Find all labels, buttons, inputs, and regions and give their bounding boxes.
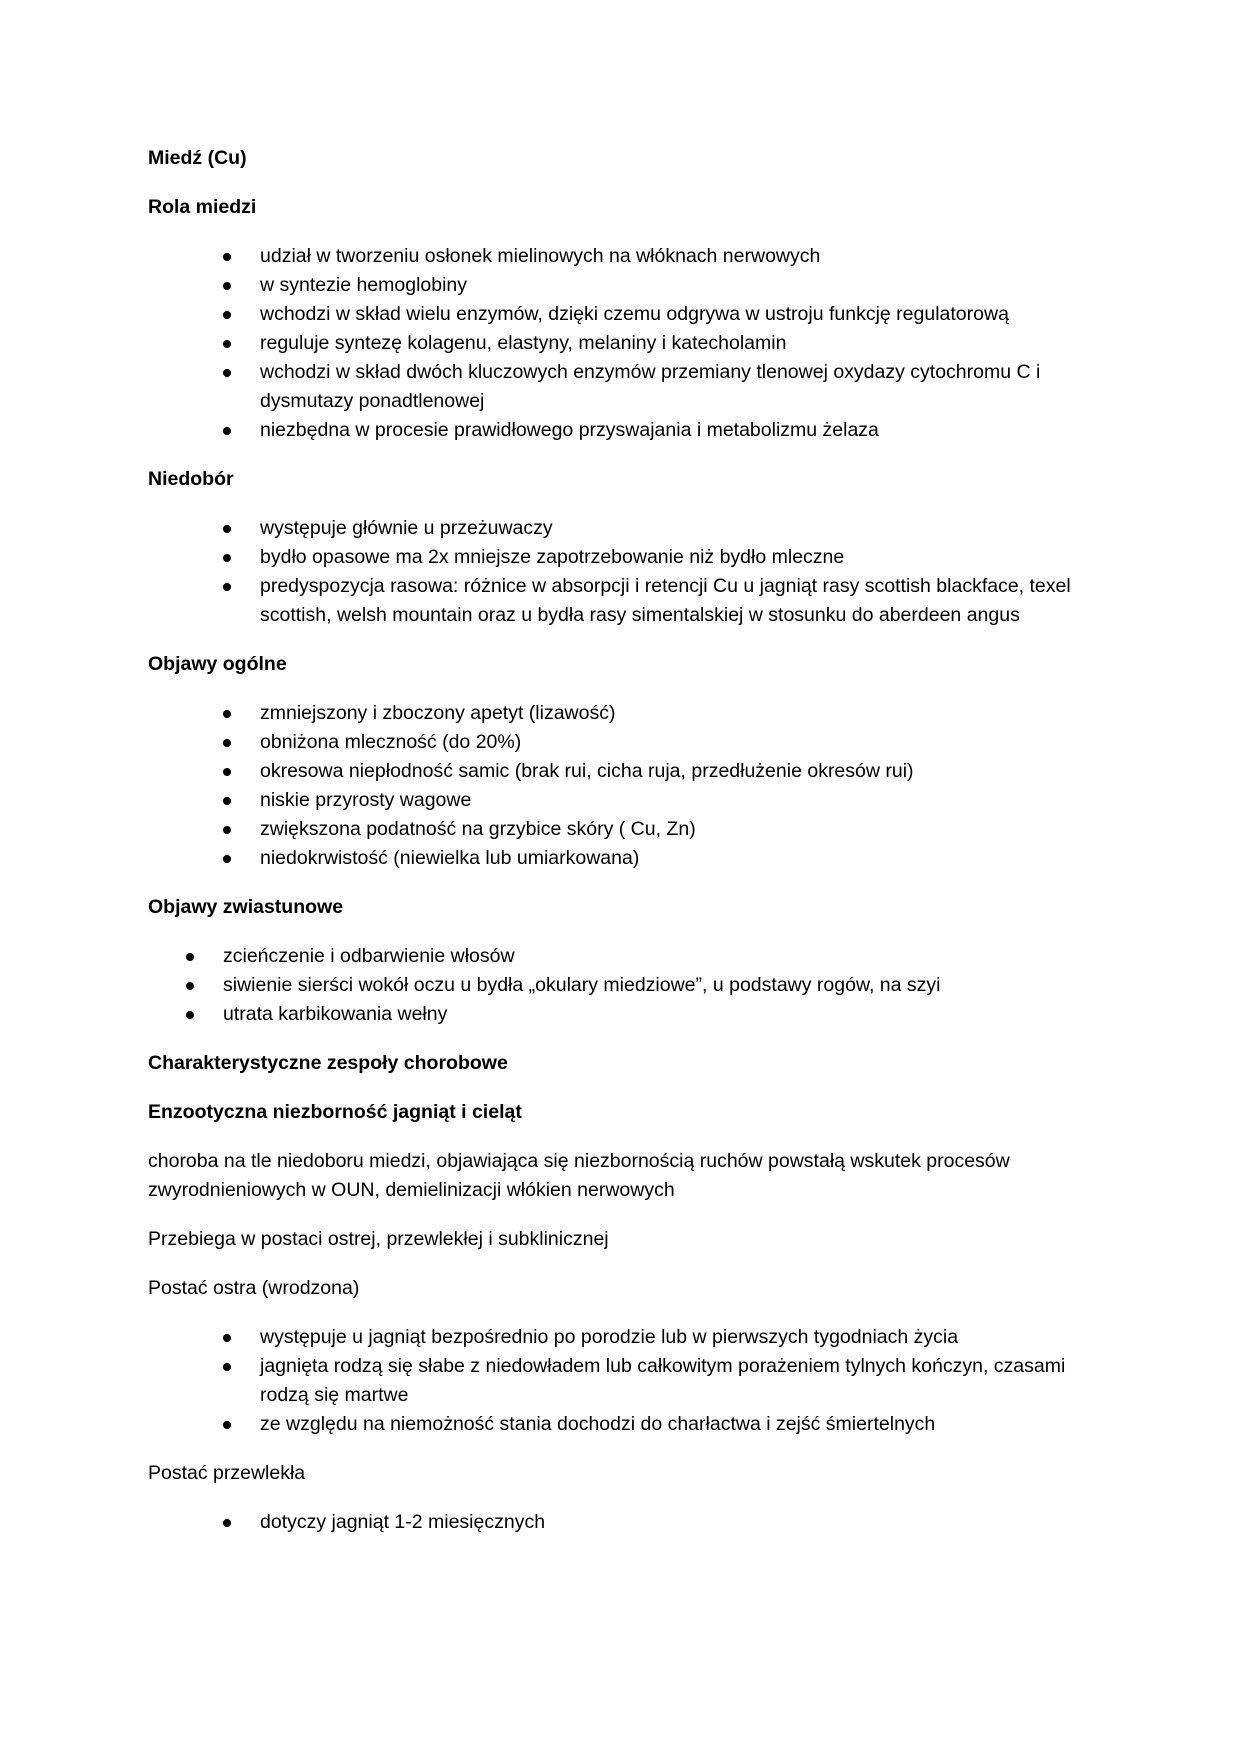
section-heading-ataxia: Enzootyczna niezborność jagniąt i cieląt xyxy=(148,1101,522,1123)
list-item: niedokrwistość (niewielka lub umiarkowana) xyxy=(148,844,1100,873)
chronic-form-list xyxy=(148,1508,1100,1537)
list-item: utrata karbikowania wełny xyxy=(148,1000,1100,1029)
list-item: niskie przyrosty wagowe xyxy=(148,786,1100,815)
list-item: występuje głównie u przeżuwaczy xyxy=(148,514,1100,543)
bullet-icon xyxy=(223,282,231,290)
role-list xyxy=(148,242,1100,445)
section-heading-early-symptoms: Objawy zwiastunowe xyxy=(148,896,344,918)
list-item: jagnięta rodzą się słabe z niedowładem lub całkowitym porażeniem tylnych kończyn, czasami rodzą się martwe xyxy=(148,1352,1100,1410)
section-heading-deficiency: Niedobór xyxy=(148,468,234,490)
bullet-icon xyxy=(223,826,231,834)
bullet-icon xyxy=(223,710,231,718)
section-heading-syndromes: Charakterystyczne zespoły chorobowe xyxy=(148,1052,508,1074)
section-heading-role: Rola miedzi xyxy=(148,196,257,218)
bullet-icon xyxy=(223,369,231,377)
general-symptoms-list xyxy=(148,699,1100,873)
bullet-icon xyxy=(223,1363,231,1371)
list-item: w syntezie hemoglobiny xyxy=(148,271,1100,300)
bullet-icon xyxy=(223,554,231,562)
list-item: udział w tworzeniu osłonek mielinowych na włóknach nerwowych xyxy=(148,242,1100,271)
list-item: wchodzi w skład dwóch kluczowych enzymów przemiany tlenowej oxydazy cytochromu C i dysmutazy ponadtlenowej xyxy=(148,358,1100,416)
bullet-icon xyxy=(186,953,194,961)
acute-form-list xyxy=(148,1323,1100,1439)
list-item: występuje u jagniąt bezpośrednio po porodzie lub w pierwszych tygodniach życia xyxy=(148,1323,1100,1352)
list-item: wchodzi w skład wielu enzymów, dzięki czemu odgrywa w ustroju funkcję regulatorową xyxy=(148,300,1100,329)
bullet-icon xyxy=(223,1334,231,1342)
list-item: obniżona mleczność (do 20%) xyxy=(148,728,1100,757)
ataxia-description: choroba na tle niedoboru miedzi, objawiająca się niezbornością ruchów powstałą wskutek procesów zwyrodnieniowych w OUN, demielinizacji włókien nerwowych xyxy=(148,1150,1010,1201)
list-item: okresowa niepłodność samic (brak rui, cicha ruja, przedłużenie okresów rui) xyxy=(148,757,1100,786)
list-item: niezbędna w procesie prawidłowego przyswajania i metabolizmu żelaza xyxy=(148,416,1100,445)
list-item: bydło opasowe ma 2x mniejsze zapotrzebowanie niż bydło mleczne xyxy=(148,543,1100,572)
bullet-icon xyxy=(186,982,194,990)
bullet-icon xyxy=(223,855,231,863)
list-item: zmniejszony i zboczony apetyt (lizawość) xyxy=(148,699,1100,728)
bullet-icon xyxy=(223,1421,231,1429)
bullet-icon xyxy=(223,797,231,805)
early-symptoms-list xyxy=(148,942,1100,1029)
bullet-icon xyxy=(223,1519,231,1527)
bullet-icon xyxy=(223,525,231,533)
bullet-icon xyxy=(223,427,231,435)
list-item: zwiększona podatność na grzybice skóry ( Cu, Zn) xyxy=(148,815,1100,844)
list-item: predyspozycja rasowa: różnice w absorpcji i retencji Cu u jagniąt rasy scottish blackface, texel scottish, welsh mountain oraz u bydła rasy simentalskiej w stosunku do aberdeen angus xyxy=(148,572,1100,630)
list-item: reguluje syntezę kolagenu, elastyny, melaniny i katecholamin xyxy=(148,329,1100,358)
deficiency-list xyxy=(148,514,1100,630)
list-item: zcieńczenie i odbarwienie włosów xyxy=(148,942,1100,971)
list-item: ze względu na niemożność stania dochodzi do charłactwa i zejść śmiertelnych xyxy=(148,1410,1100,1439)
bullet-icon xyxy=(223,768,231,776)
chronic-form-heading: Postać przewlekła xyxy=(148,1462,306,1484)
list-item: siwienie sierści wokół oczu u bydła „okulary miedziowe”, u podstawy rogów, na szyi xyxy=(148,971,1100,1000)
bullet-icon xyxy=(223,311,231,319)
bullet-icon xyxy=(186,1011,194,1019)
bullet-icon xyxy=(223,739,231,747)
bullet-icon xyxy=(223,340,231,348)
bullet-icon xyxy=(223,583,231,591)
document-title: Miedź (Cu) xyxy=(148,147,247,169)
acute-form-heading: Postać ostra (wrodzona) xyxy=(148,1277,360,1299)
section-heading-general-symptoms: Objawy ogólne xyxy=(148,653,287,675)
list-item: dotyczy jagniąt 1-2 miesięcznych xyxy=(148,1508,1100,1537)
document-page xyxy=(148,144,1100,1557)
ataxia-course: Przebiega w postaci ostrej, przewlekłej i subklinicznej xyxy=(148,1228,609,1250)
bullet-icon xyxy=(223,253,231,261)
